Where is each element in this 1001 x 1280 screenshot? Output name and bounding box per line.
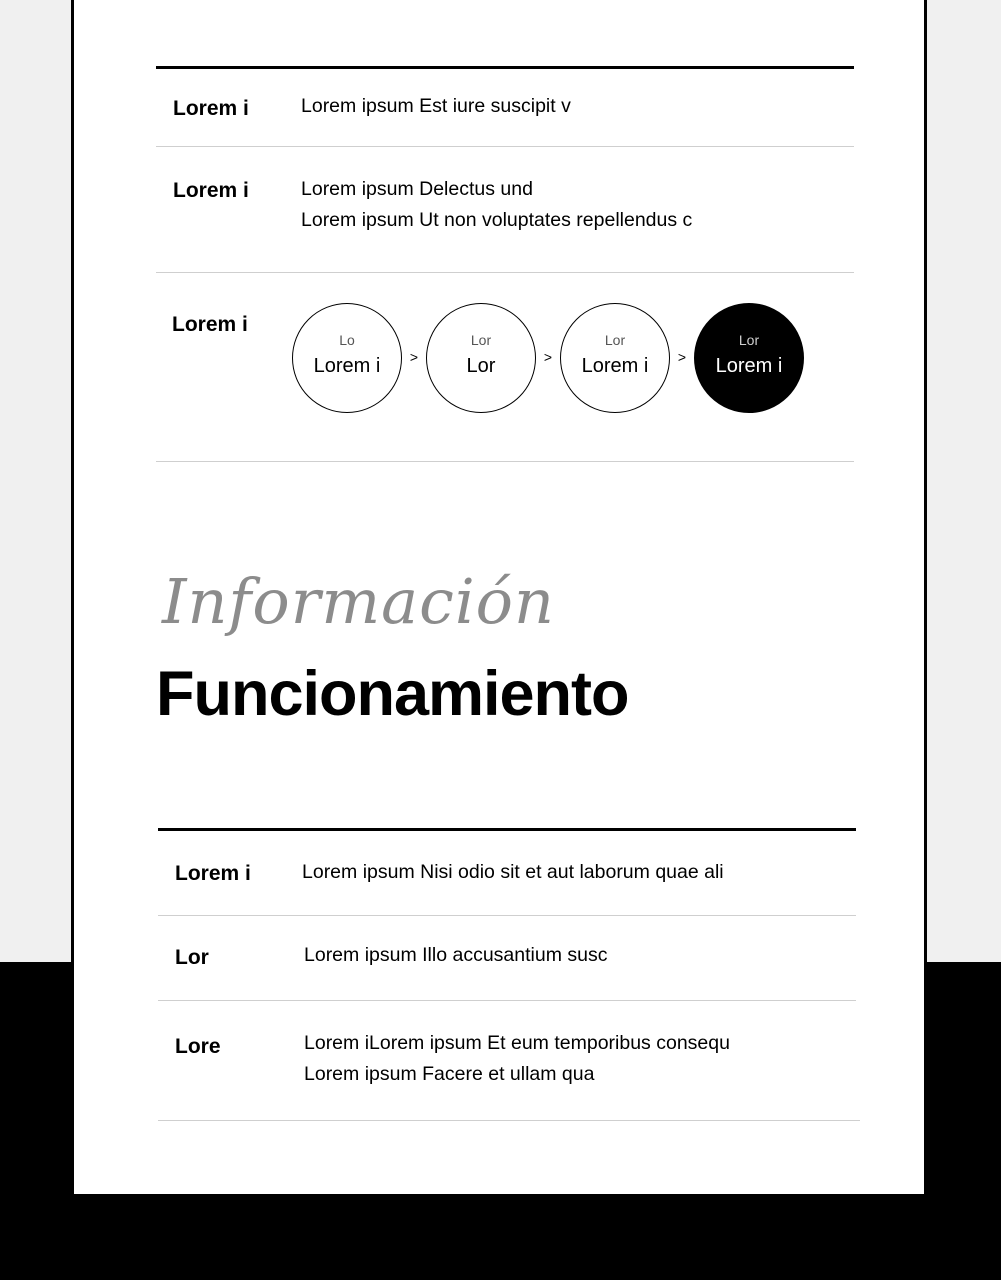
row-label: Lorem i — [172, 313, 248, 336]
row-text-line: Lorem ipsum Delectus und — [301, 178, 533, 200]
row-label: Lorem i — [173, 97, 249, 120]
step-caption: Lor — [470, 332, 492, 348]
step-arrow: > — [677, 349, 687, 365]
table-row — [158, 916, 856, 1001]
row-label: Lorem i — [173, 179, 249, 202]
info-table-bottom — [158, 828, 856, 1121]
step-label: Lor — [466, 355, 496, 377]
step-circle-3 — [560, 303, 670, 413]
table-row — [156, 69, 854, 147]
row-text-line: Lorem iLorem ipsum Et eum temporibus consequ — [304, 1032, 730, 1054]
row-content — [302, 857, 724, 888]
row-content — [304, 1028, 730, 1090]
step-arrow: > — [543, 349, 553, 365]
step-caption: Lo — [339, 332, 355, 348]
row-text-line: Lorem ipsum Est iure suscipit v — [301, 95, 571, 117]
table-row — [158, 1001, 860, 1121]
row-content — [304, 940, 607, 971]
table-row-steps — [156, 273, 854, 462]
row-text-line: Lorem ipsum Facere et ullam qua — [304, 1063, 595, 1085]
step-circle-2 — [426, 303, 536, 413]
process-steps — [292, 303, 804, 413]
row-label: Lorem i — [175, 862, 251, 885]
section-title: Funcionamiento — [156, 659, 629, 729]
row-text-line: Lorem ipsum Nisi odio sit et aut laborum quae ali — [302, 861, 724, 883]
step-circle-1 — [292, 303, 402, 413]
step-label: Lorem i — [581, 355, 649, 377]
table-row — [156, 147, 854, 273]
info-table-top — [156, 66, 854, 462]
step-circle-4-active — [694, 303, 804, 413]
row-text-line: Lorem ipsum Illo accusantium susc — [304, 944, 608, 966]
step-arrow: > — [409, 349, 419, 365]
section-subtitle-script: Información — [162, 565, 555, 638]
row-content — [301, 174, 692, 236]
row-text-line: Lorem ipsum Ut non voluptates repellendus c — [301, 209, 693, 231]
step-caption: Lor — [738, 332, 760, 348]
step-caption: Lor — [604, 332, 626, 348]
step-label: Lorem i — [313, 355, 381, 377]
document-page — [71, 0, 927, 1194]
table-row — [158, 831, 856, 916]
step-label: Lorem i — [715, 355, 783, 377]
row-content — [301, 91, 571, 122]
row-label: Lor — [175, 946, 209, 969]
row-label: Lore — [175, 1035, 221, 1058]
